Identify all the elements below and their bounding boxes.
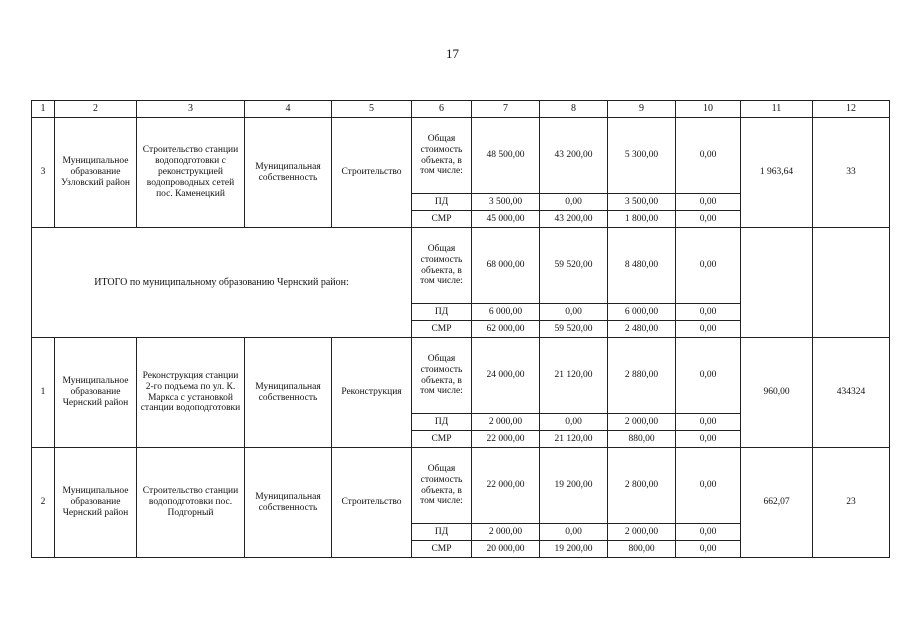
municipality-cell: Муниципальное образование Узловский район — [55, 118, 137, 228]
value-cell: 59 520,00 — [540, 321, 608, 338]
value-cell: 1 800,00 — [608, 211, 676, 228]
value-cell: 0,00 — [676, 228, 741, 304]
col11-cell: 1 963,64 — [741, 118, 813, 228]
value-cell: 62 000,00 — [472, 321, 540, 338]
value-cell: 68 000,00 — [472, 228, 540, 304]
total-row — [32, 228, 890, 304]
value-cell: 21 120,00 — [540, 338, 608, 414]
header-cell: 11 — [741, 101, 813, 118]
row-number: 3 — [32, 118, 55, 228]
smr-label: СМР — [412, 541, 472, 558]
value-cell: 0,00 — [676, 541, 741, 558]
value-cell: 2 800,00 — [608, 448, 676, 524]
value-cell: 43 200,00 — [540, 211, 608, 228]
smr-label: СМР — [412, 211, 472, 228]
value-cell: 6 000,00 — [608, 304, 676, 321]
header-row — [32, 101, 890, 118]
value-cell: 45 000,00 — [472, 211, 540, 228]
municipality-cell: Муниципальное образование Чернский район — [55, 338, 137, 448]
ownership-cell: Муниципальная собственность — [245, 338, 332, 448]
col11-cell — [741, 228, 813, 338]
value-cell: 880,00 — [608, 431, 676, 448]
value-cell: 19 200,00 — [540, 541, 608, 558]
ownership-cell: Муниципальная собственность — [245, 448, 332, 558]
municipality-cell: Муниципальное образование Чернский район — [55, 448, 137, 558]
header-cell: 8 — [540, 101, 608, 118]
row-number: 1 — [32, 338, 55, 448]
page-number: 17 — [446, 46, 459, 61]
smr-label: СМР — [412, 431, 472, 448]
investment-table — [31, 100, 890, 558]
header-cell: 9 — [608, 101, 676, 118]
work-type-cell: Реконструкция — [332, 338, 412, 448]
value-cell: 0,00 — [540, 194, 608, 211]
value-cell: 0,00 — [676, 194, 741, 211]
value-cell: 22 000,00 — [472, 431, 540, 448]
total-label: ИТОГО по муниципальному образованию Чернский район: — [32, 228, 412, 338]
value-cell: 0,00 — [676, 431, 741, 448]
smr-label: СМР — [412, 321, 472, 338]
value-cell: 8 480,00 — [608, 228, 676, 304]
value-cell: 2 480,00 — [608, 321, 676, 338]
value-cell: 3 500,00 — [472, 194, 540, 211]
col11-cell: 960,00 — [741, 338, 813, 448]
value-cell: 2 000,00 — [608, 414, 676, 431]
value-cell: 43 200,00 — [540, 118, 608, 194]
object-cell: Реконструкция станции 2-го подъема по ул. К. Маркса с установкой станции водоподготовки — [137, 338, 245, 448]
total-cost-label: Общая стоимость объекта, в том числе: — [412, 448, 472, 524]
value-cell: 0,00 — [540, 304, 608, 321]
total-cost-label: Общая стоимость объекта, в том числе: — [412, 228, 472, 304]
value-cell: 22 000,00 — [472, 448, 540, 524]
value-cell: 6 000,00 — [472, 304, 540, 321]
value-cell: 20 000,00 — [472, 541, 540, 558]
header-cell: 3 — [137, 101, 245, 118]
value-cell: 0,00 — [676, 321, 741, 338]
value-cell: 0,00 — [676, 524, 741, 541]
header-cell: 12 — [813, 101, 890, 118]
value-cell: 0,00 — [540, 524, 608, 541]
value-cell: 0,00 — [676, 118, 741, 194]
header-cell: 5 — [332, 101, 412, 118]
work-type-cell: Строительство — [332, 448, 412, 558]
col12-cell: 33 — [813, 118, 890, 228]
table-row — [32, 338, 890, 414]
col12-cell: 23 — [813, 448, 890, 558]
row-number: 2 — [32, 448, 55, 558]
value-cell: 2 880,00 — [608, 338, 676, 414]
pd-label: ПД — [412, 524, 472, 541]
table-row — [32, 448, 890, 524]
value-cell: 2 000,00 — [608, 524, 676, 541]
work-type-cell: Строительство — [332, 118, 412, 228]
pd-label: ПД — [412, 194, 472, 211]
value-cell: 800,00 — [608, 541, 676, 558]
col12-cell — [813, 228, 890, 338]
header-cell: 4 — [245, 101, 332, 118]
value-cell: 19 200,00 — [540, 448, 608, 524]
value-cell: 21 120,00 — [540, 431, 608, 448]
ownership-cell: Муниципальная собственность — [245, 118, 332, 228]
total-cost-label: Общая стоимость объекта, в том числе: — [412, 118, 472, 194]
table-row — [32, 118, 890, 194]
col12-cell: 434324 — [813, 338, 890, 448]
value-cell: 24 000,00 — [472, 338, 540, 414]
value-cell: 2 000,00 — [472, 524, 540, 541]
header-cell: 10 — [676, 101, 741, 118]
value-cell: 0,00 — [676, 304, 741, 321]
object-cell: Строительство станции водоподготовки с реконструкцией водопроводных сетей пос. Каменецкий — [137, 118, 245, 228]
value-cell: 5 300,00 — [608, 118, 676, 194]
value-cell: 0,00 — [676, 414, 741, 431]
pd-label: ПД — [412, 304, 472, 321]
value-cell: 2 000,00 — [472, 414, 540, 431]
header-cell: 2 — [55, 101, 137, 118]
header-cell: 7 — [472, 101, 540, 118]
header-cell: 1 — [32, 101, 55, 118]
value-cell: 48 500,00 — [472, 118, 540, 194]
value-cell: 0,00 — [676, 338, 741, 414]
value-cell: 0,00 — [676, 448, 741, 524]
pd-label: ПД — [412, 414, 472, 431]
object-cell: Строительство станции водоподготовки пос. Подгорный — [137, 448, 245, 558]
header-cell: 6 — [412, 101, 472, 118]
total-cost-label: Общая стоимость объекта, в том числе: — [412, 338, 472, 414]
value-cell: 59 520,00 — [540, 228, 608, 304]
value-cell: 0,00 — [540, 414, 608, 431]
value-cell: 3 500,00 — [608, 194, 676, 211]
col11-cell: 662,07 — [741, 448, 813, 558]
value-cell: 0,00 — [676, 211, 741, 228]
